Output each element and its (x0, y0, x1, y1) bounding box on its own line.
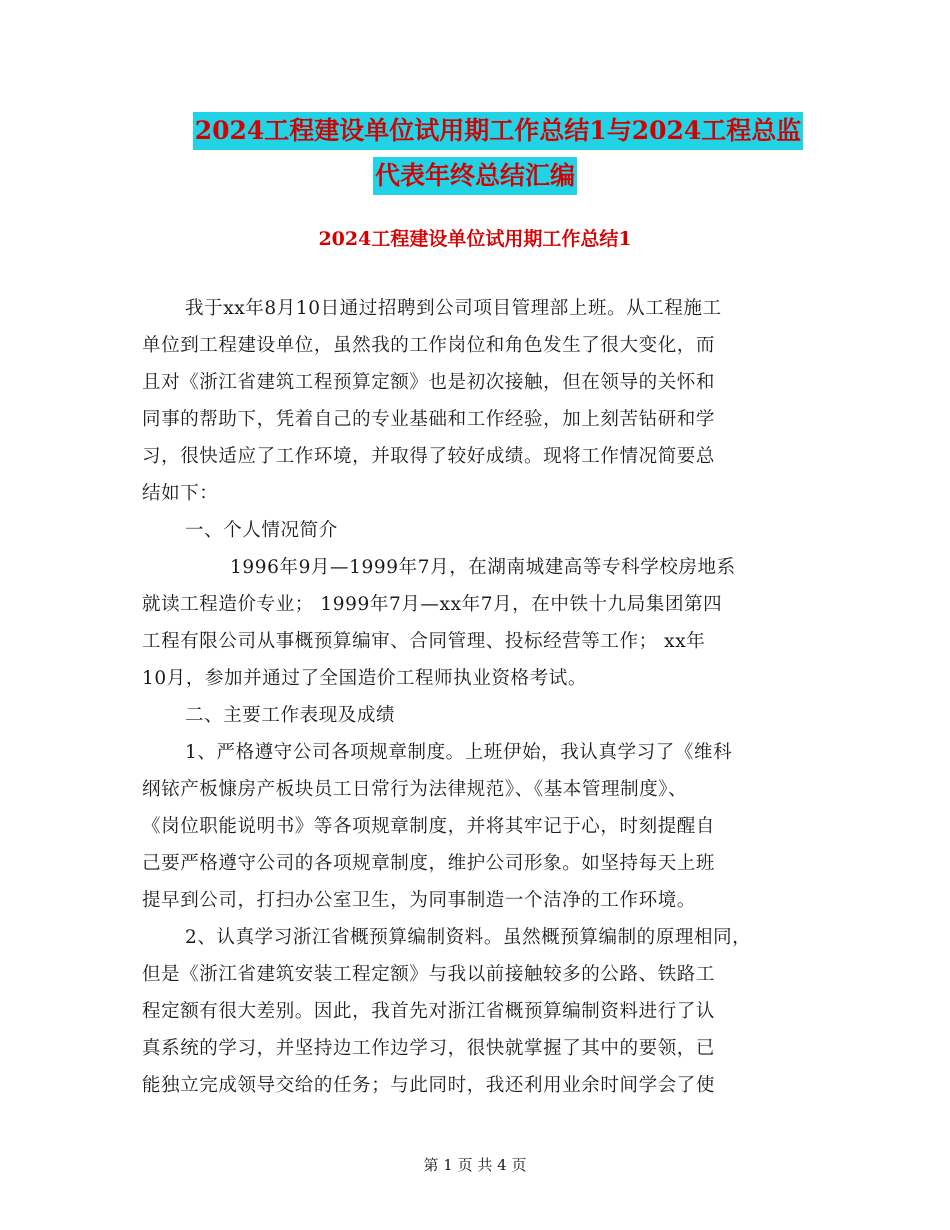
body-line: 且对《浙江省建筑工程预算定额》也是初次接触，但在领导的关怀和 (142, 372, 716, 393)
page-number: 第 1 页 共 4 页 (423, 1156, 527, 1174)
body-line: 2、认真学习浙江省概预算编制资料。虽然概预算编制的原理相同， (185, 927, 752, 948)
body-line: 习，很快适应了工作环境，并取得了较好成绩。现将工作情况简要总 (142, 446, 716, 467)
body-line: 己要严格遵守公司的各项规章制度，维护公司形象。如坚持每天上班 (142, 853, 716, 874)
document-title (0, 112, 950, 195)
body-line: 10月，参加并通过了全国造价工程师执业资格考试。 (142, 668, 587, 689)
body-line: 我于xx年8月10日通过招聘到公司项目管理部上班。从工程施工 (185, 298, 722, 319)
body-line: 纲铱产板慷房产板块员工日常行为法律规范》、《基本管理制度》、 (142, 779, 688, 800)
body-line: 工程有限公司从事概预算编审、合同管理、投标经营等工作； xx年 (142, 631, 706, 652)
body-line: 真系统的学习，并坚持边工作边学习，很快就掌握了其中的要领，已 (142, 1038, 716, 1059)
section-title: 2024工程建设单位试用期工作总结1 (318, 228, 632, 250)
body-line: 《岗位职能说明书》等各项规章制度，并将其牢记于心，时刻提醒自 (142, 816, 716, 837)
body-line: 程定额有很大差别。因此，我首先对浙江省概预算编制资料进行了认 (142, 1001, 716, 1022)
body-line: 1、严格遵守公司各项规章制度。上班伊始，我认真学习了《维科 (185, 742, 733, 763)
body-line: 单位到工程建设单位，虽然我的工作岗位和角色发生了很大变化，而 (142, 335, 716, 356)
body-line: 但是《浙江省建筑安装工程定额》与我以前接触较多的公路、铁路工 (142, 964, 716, 985)
title-line-1: 2024工程建设单位试用期工作总结1与2024工程总监 (193, 112, 804, 150)
body-line: 1996年9月—1999年7月，在湖南城建高等专科学校房地系 (230, 557, 736, 578)
body-line: 结如下： (142, 483, 219, 504)
body-line: 就读工程造价专业； 1999年7月—xx年7月，在中铁十九局集团第四 (142, 594, 723, 615)
body-line: 提早到公司，打扫办公室卫生，为同事制造一个洁净的工作环境。 (142, 890, 696, 911)
body-line: 同事的帮助下，凭着自己的专业基础和工作经验，加上刻苦钻研和学 (142, 409, 716, 430)
document-body (0, 294, 950, 1108)
title-line-2: 代表年终总结汇编 (373, 157, 577, 195)
body-line: 能独立完成领导交给的任务；与此同时，我还利用业余时间学会了使 (142, 1075, 716, 1096)
section-heading: 一、个人情况简介 (185, 520, 338, 541)
section-heading: 二、主要工作表现及成绩 (185, 705, 396, 726)
